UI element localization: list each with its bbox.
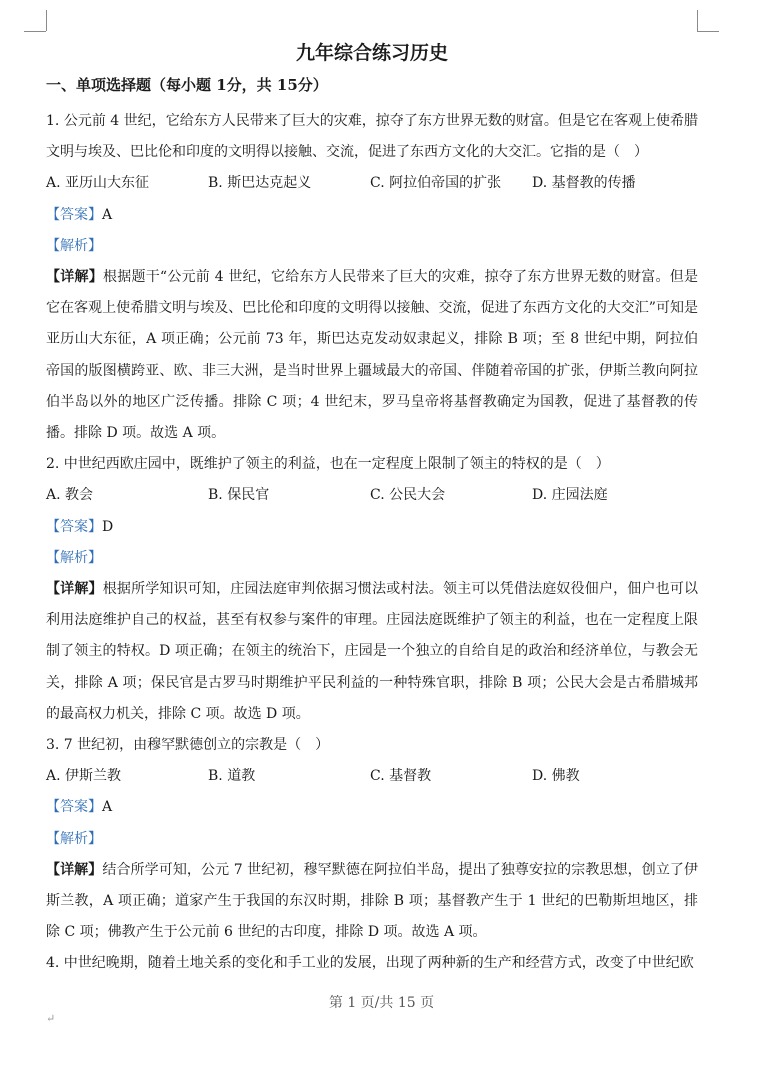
answer-line: 【答案】D — [46, 518, 114, 535]
option-b: B. 保民官 — [208, 487, 270, 504]
page-title: 九年综合练习历史 — [295, 42, 448, 64]
page-footer: 第 1 页/共 15 页 — [328, 995, 435, 1011]
option-b: B. 斯巴达克起义 — [208, 175, 312, 192]
detail-paragraph: 【详解】根据所学知识可知，庄园法庭审判依据习惯法或村法。领主可以凭借法庭奴役佃户，佃户也可以利用法庭维护自己的权益，甚至有权参与案件的审理。庄园法庭既维护了领主的利益，也在一定程度上限制了领主的特权。D 项正确；在领主的统治下，庄园是一个独立的自给自足的政治和经济单位，与教会无关，排除 A 项；保民官是古罗马时期维护平民利益的一种特殊官职，排除 B 项；公民大会是古希腊城邦的最高权力机关，排除 C 项。故选 D 项。 — [46, 581, 699, 722]
crop-mark-top-left-vertical — [46, 10, 47, 31]
detail-paragraph: 【详解】根据题干“公元前 4 世纪，它给东方人民带来了巨大的灾难，掠夺了东方世界无数的财富。但是它在客观上使希腊文明与埃及、巴比伦和印度的文明得以接触、交流，促进了东西方文化的大交汇”可知是亚历山大东征，A 项正确；公元前 73 年，斯巴达克发动奴隶起义，排除 B 项；至 8 世纪中期，阿拉伯帝国的版图横跨亚、欧、非三大洲，是当时世界上疆域最大的帝国、伴随着帝国的扩张，伊斯兰教向阿拉伯半岛以外的地区广泛传播。排除 C 项；4 世纪末，罗马皇帝将基督教确定为国教，促进了基督教的传播。排除 D 项。故选 A 项。 — [46, 269, 699, 442]
answer-line: 【答案】A — [46, 206, 113, 223]
option-c: C. 阿拉伯帝国的扩张 — [370, 175, 502, 192]
crop-mark-top-left-horizontal — [24, 31, 46, 32]
option-c: C. 基督教 — [370, 768, 432, 785]
crop-mark-top-right-horizontal — [697, 31, 719, 32]
option-b: B. 道教 — [208, 768, 256, 785]
option-d: D. 佛教 — [532, 768, 580, 785]
question-1-stem: 1. 公元前 4 世纪，它给东方人民带来了巨大的灾难，掠夺了东方世界无数的财富。但是它在客观上使希腊文明与埃及、巴比伦和印度的文明得以接触、交流，促进了东西方文化的大交汇。它指的是（ ） — [46, 113, 698, 161]
answer-line: 【答案】A — [46, 799, 113, 816]
crop-mark-top-right-vertical — [697, 10, 698, 31]
question-2-stem: 2. 中世纪西欧庄园中，既维护了领主的利益，也在一定程度上限制了领主的特权的是（ ） — [46, 456, 610, 473]
question-3-stem: 3. 7 世纪初，由穆罕默德创立的宗教是（ ） — [46, 737, 330, 754]
option-a: A. 伊斯兰教 — [46, 768, 122, 785]
section-heading: 一、单项选择题（每小题 1分，共 15分） — [46, 76, 328, 94]
analysis-line: 【解析】 — [46, 237, 102, 254]
detail-paragraph: 【详解】结合所学可知，公元 7 世纪初，穆罕默德在阿拉伯半岛，提出了独尊安拉的宗教思想，创立了伊斯兰教，A 项正确；道家产生于我国的东汉时期，排除 B 项；基督教产生于 1 世纪的巴勒斯坦地区，排除 C 项；佛教产生于公元前 6 世纪的古印度，排除 D 项。故选 A 项。 — [46, 861, 699, 941]
option-c: C. 公民大会 — [370, 487, 446, 504]
analysis-line: 【解析】 — [46, 830, 102, 847]
analysis-line: 【解析】 — [46, 549, 102, 566]
option-a: A. 教会 — [46, 487, 94, 504]
option-d: D. 基督教的传播 — [532, 175, 636, 192]
document-page — [46, 36, 698, 980]
question-1-options — [46, 168, 698, 199]
option-a: A. 亚历山大东征 — [46, 175, 150, 192]
paragraph-mark-icon: ↵ — [46, 1012, 56, 1025]
option-d: D. 庄园法庭 — [532, 487, 608, 504]
question-3-options — [46, 761, 698, 792]
question-2-options — [46, 480, 698, 511]
question-4-stem: 4. 中世纪晚期，随着土地关系的变化和手工业的发展，出现了两种新的生产和经营方式，改变了中世纪欧 — [46, 955, 694, 972]
